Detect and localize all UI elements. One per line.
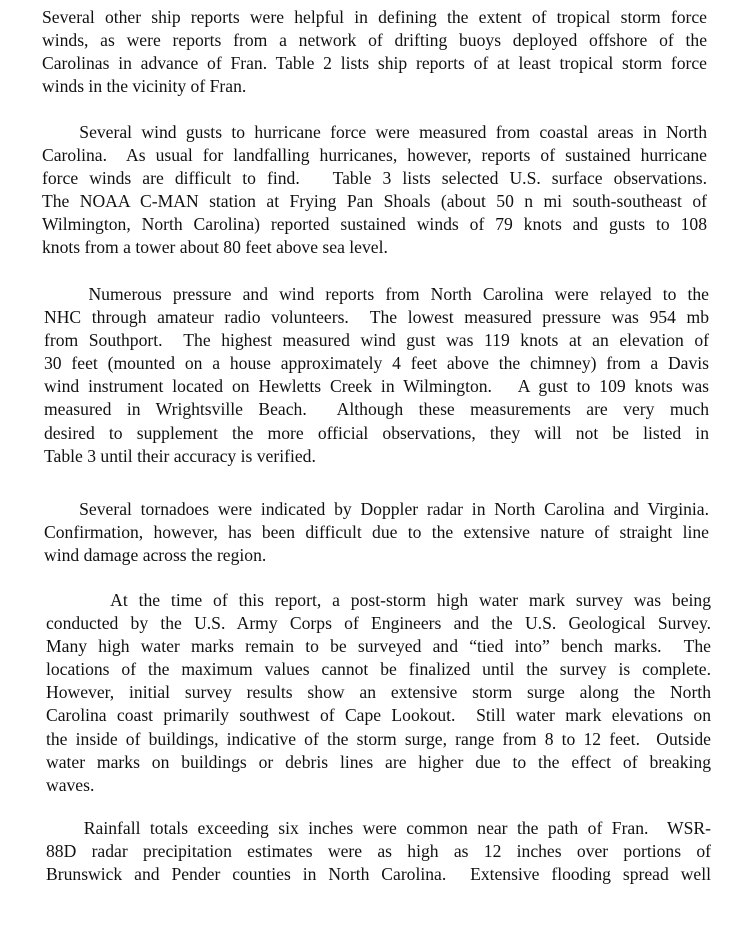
paragraph-tornadoes: [44, 498, 709, 567]
text-line: Confirmation, however, has been difficult due to the extensive nature of straight line: [44, 522, 709, 543]
text-line: Rainfall totals exceeding six inches were common near the path of Fran. WSR-: [46, 818, 711, 838]
text-line: wind damage across the region.: [44, 545, 267, 566]
text-line: Several tornadoes were indicated by Doppler radar in North Carolina and Virginia.: [44, 499, 709, 519]
paragraph-rainfall: [46, 817, 711, 886]
text-line: NHC through amateur radio volunteers. The lowest measured pressure was 954 mb: [44, 307, 709, 328]
text-line: Several other ship reports were helpful in defining the extent of tropical storm force: [42, 7, 707, 27]
text-line: Many high water marks remain to be surveyed and “tied into” bench marks. The: [46, 636, 711, 657]
text-line: wind instrument located on Hewletts Creek in Wilmington. A gust to 109 knots was: [44, 376, 709, 397]
text-line: measured in Wrightsville Beach. Although these measurements are very much: [44, 399, 709, 420]
text-line: Table 3 until their accuracy is verified.: [44, 445, 316, 466]
text-line: Several wind gusts to hurricane force were measured from coastal areas in North: [42, 122, 707, 142]
text-line: from Southport. The highest measured wind gust was 119 knots at an elevation of: [44, 330, 709, 351]
text-line: Wilmington, North Carolina) reported sustained winds of 79 knots and gusts to 108: [42, 214, 707, 235]
paragraph-ship-reports: [42, 6, 707, 98]
text-line: winds in the vicinity of Fran.: [42, 76, 247, 97]
text-line: waves.: [46, 774, 95, 795]
paragraph-amateur-radio: [44, 283, 709, 468]
text-line: Numerous pressure and wind reports from North Carolina were relayed to the: [44, 284, 709, 304]
text-line: 88D radar precipitation estimates were as high as 12 inches over portions of: [46, 841, 711, 862]
text-line: Brunswick and Pender counties in North Carolina. Extensive flooding spread well: [46, 864, 711, 885]
text-line: the inside of buildings, indicative of the storm surge, range from 8 to 12 feet. Outside: [46, 728, 711, 749]
text-line: The NOAA C-MAN station at Frying Pan Shoals (about 50 n mi south-southeast of: [42, 191, 707, 212]
text-line: Carolina coast primarily southwest of Cape Lookout. Still water mark elevations on: [46, 705, 711, 726]
paragraph-wind-gusts: [42, 121, 707, 260]
text-line: Carolinas in advance of Fran. Table 2 lists ship reports of at least tropical storm force: [42, 53, 707, 74]
text-line: knots from a tower about 80 feet above sea level.: [42, 237, 388, 258]
text-line: water marks on buildings or debris lines are higher due to the effect of breaking: [46, 751, 711, 772]
text-line: desired to supplement the more official observations, they will not be listed in: [44, 422, 709, 443]
text-line: Carolina. As usual for landfalling hurricanes, however, reports of sustained hurricane: [42, 145, 707, 166]
text-line: However, initial survey results show an extensive storm surge along the North: [46, 682, 711, 703]
text-line: winds, as were reports from a network of drifting buoys deployed offshore of the: [42, 30, 707, 51]
text-line: At the time of this report, a post-storm high water mark survey was being: [46, 590, 711, 610]
text-line: locations of the maximum values cannot be finalized until the survey is complete.: [46, 659, 711, 680]
text-line: force winds are difficult to find. Table 3 lists selected U.S. surface observations.: [42, 168, 707, 189]
paragraph-storm-surge: [46, 589, 711, 797]
text-line: conducted by the U.S. Army Corps of Engineers and the U.S. Geological Survey.: [46, 613, 711, 634]
text-line: 30 feet (mounted on a house approximately 4 feet above the chimney) from a Davis: [44, 353, 709, 374]
